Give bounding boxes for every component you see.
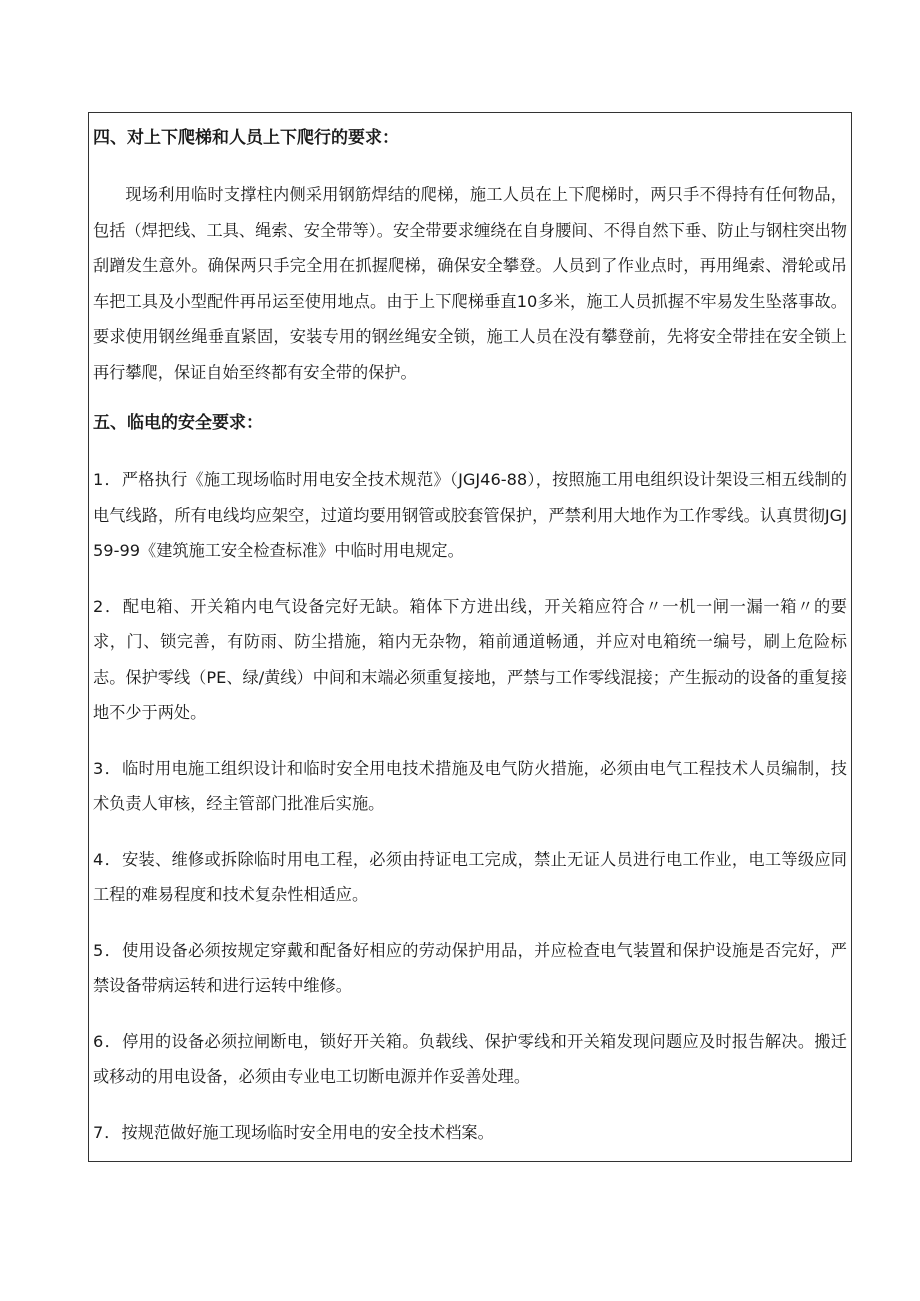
list-item-text: 安装、维修或拆除临时用电工程，必须由持证电工完成，禁止无证人员进行电工作业，电工等级应同工程的难易程度和技术复杂性相适应。 [93, 849, 847, 904]
document-content [93, 125, 847, 1150]
list-item-text: 使用设备必须按规定穿戴和配备好相应的劳动保护用品，并应检查电气装置和保护设施是否完好，严禁设备带病运转和进行运转中维修。 [93, 940, 847, 995]
list-item-number: 1． [93, 470, 122, 489]
list-item-text: 停用的设备必须拉闸断电，锁好开关箱。负载线、保护零线和开关箱发现问题应及时报告解决。搬迁或移动的用电设备，必须由专业电工切断电源并作妥善处理。 [93, 1031, 847, 1086]
list-item-number: 2． [93, 596, 123, 616]
list-item-text: 按规范做好施工现场临时安全用电的安全技术档案。 [121, 1122, 494, 1142]
list-item-text: 严格执行《施工现场临时用电安全技术规范》（JGJ46-88），按照施工用电组织设计架设三相五线制的电气线路，所有电线均应架空，过道均要用钢管或胶套管保护，严禁利用大地作为工作零线。认真贯彻JGJ59-99《建筑施工安全检查标准》中临时用电规定。 [93, 470, 847, 560]
list-item [93, 1115, 847, 1151]
document-table-cell [88, 112, 852, 1162]
list-item-number: 6． [93, 1031, 123, 1051]
list-item [93, 933, 847, 1004]
list-item-text: 临时用电施工组织设计和临时安全用电技术措施及电气防火措施，必须由电气工程技术人员编制，技术负责人审核，经主管部门批准后实施。 [93, 758, 847, 813]
list-item-number: 5． [93, 940, 123, 960]
list-item-number: 3． [93, 758, 123, 778]
list-item-text: 配电箱、开关箱内电气设备完好无缺。箱体下方进出线，开关箱应符合〃一机一闸一漏一箱〃的要求，门、锁完善，有防雨、防尘措施，箱内无杂物，箱前通道畅通，并应对电箱统一编号，刷上危险标志。保护零线（PE、绿/黄线）中间和末端必须重复接地，严禁与工作零线混接；产生振动的设备的重复接地不少于两处。 [93, 596, 847, 722]
list-item [93, 589, 847, 731]
list-item [93, 751, 847, 822]
list-item [93, 462, 847, 569]
section-paragraph-ladder: 现场利用临时支撑柱内侧采用钢筋焊结的爬梯，施工人员在上下爬梯时，两只手不得持有任何物品，包括（焊把线、工具、绳索、安全带等）。安全带要求缠绕在自身腰间、不得自然下垂、防止与钢柱突出物刮蹭发生意外。确保两只手完全用在抓握爬梯，确保安全攀登。人员到了作业点时，再用绳索、滑轮或吊车把工具及小型配件再吊运至使用地点。由于上下爬梯垂直10多米，施工人员抓握不牢易发生坠落事故。要求使用钢丝绳垂直紧固，安装专用的钢丝绳安全锁，施工人员在没有攀登前，先将安全带挂在安全锁上再行攀爬，保证自始至终都有安全带的保护。 [93, 185, 847, 382]
list-item-number: 4． [93, 849, 123, 869]
section-heading-electrical: 五、临电的安全要求： [93, 413, 263, 433]
section-heading-ladder: 四、对上下爬梯和人员上下爬行的要求： [93, 128, 399, 148]
list-item-number: 7． [93, 1122, 122, 1142]
list-item [93, 842, 847, 913]
list-item [93, 1024, 847, 1095]
